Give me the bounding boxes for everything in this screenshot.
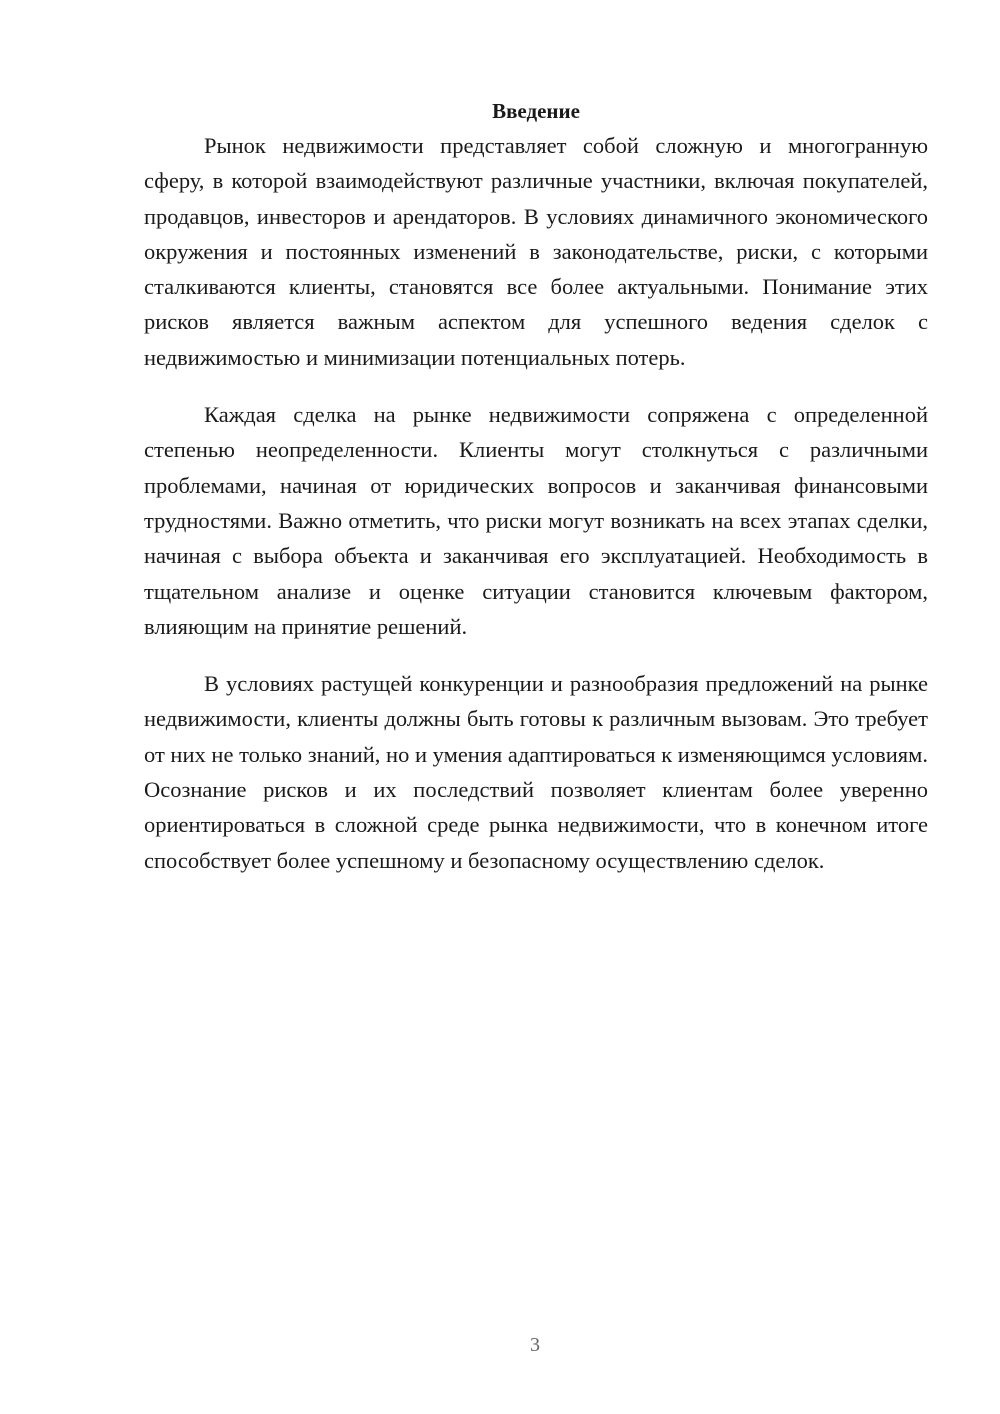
page-number: 3: [530, 1334, 540, 1356]
paragraph-2: Каждая сделка на рынке недвижимости сопряжена с определенной степенью неопределенности. Клиенты могут столкнуться с различными проблемами, начиная от юридических вопросов и заканчивая финансовыми трудностями. Важно отметить, что риски могут возникать на всех этапах сделки, начиная с выбора объекта и заканчивая его эксплуатацией. Необходимость в тщательном анализе и оценке ситуации становится ключевым фактором, влияющим на принятие решений.: [144, 402, 928, 639]
paragraph-1: Рынок недвижимости представляет собой сложную и многогранную сферу, в которой взаимодействуют различные участники, включая покупателей, продавцов, инвесторов и арендаторов. В условиях динамичного экономического окружения и постоянных изменений в законодательстве, риски, с которыми сталкиваются клиенты, становятся все более актуальными. Понимание этих рисков является важным аспектом для успешного ведения сделок с недвижимостью и минимизации потенциальных потерь.: [144, 133, 928, 370]
section-title: Введение: [492, 99, 580, 123]
paragraph-3: В условиях растущей конкуренции и разнообразия предложений на рынке недвижимости, клиенты должны быть готовы к различным вызовам. Это требует от них не только знаний, но и умения адаптироваться к изменяющимся условиям. Осознание рисков и их последствий позволяет клиентам более уверенно ориентироваться в сложной среде рынка недвижимости, что в конечном итоге способствует более успешному и безопасному осуществлению сделок.: [144, 671, 928, 873]
page-content: [144, 96, 928, 900]
